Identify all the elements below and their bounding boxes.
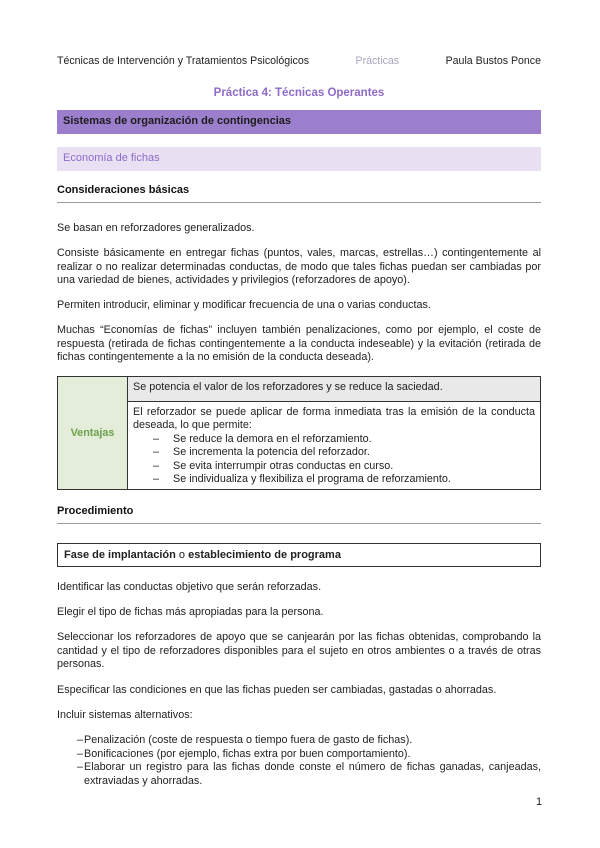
page-number: 1 [536,796,543,808]
consideraciones-heading: Consideraciones básicas [57,184,541,203]
header-author: Paula Bustos Ponce [445,55,541,67]
list-item: – Elaborar un registro para las fichas donde conste el número de fichas ganadas, canjeadas, extraviadas y ahorradas. [57,761,541,788]
procedimiento-heading: Procedimiento [57,505,541,524]
header-course: Técnicas de Intervención y Tratamientos Psicológicos [57,55,310,67]
paragraph: Seleccionar los reforzadores de apoyo que se canjearán por las fichas obtenidas, comprobando la cantidad y el tipo de reforzadores disponibles para el sujeto en otros ambientes o a través de otras personas. [57,631,541,671]
paragraph: Incluir sistemas alternativos: [57,709,193,721]
list-item: – Se individualiza y flexibiliza el programa de reforzamiento. [153,473,535,486]
ventajas-label: Ventajas [58,377,128,490]
ventajas-row-2 [128,402,541,490]
list-item: – Se reduce la demora en el reforzamiento. [153,433,535,446]
list-item: – Se evita interrumpir otras conductas en curso. [153,460,535,473]
page-title: Práctica 4: Técnicas Operantes [213,87,385,99]
paragraph: Especificar las condiciones en que las fichas pueden ser cambiadas, gastadas o ahorradas. [57,684,497,696]
section-band-sub: Economía de fichas [57,147,541,171]
paragraph: Consiste básicamente en entregar fichas (puntos, vales, marcas, estrellas…) contingentemente al realizar o no realizar determinadas conductas, de modo que tales fichas puedan ser cambiadas por una variedad de bienes, actividades y privilegios (reforzadores de apoyo). [57,247,541,287]
alternativos-list [57,734,541,788]
phase-heading-connector: o [175,549,189,561]
section-band-main: Sistemas de organización de contingencias [57,110,541,134]
phase-heading-part2: establecimiento de programa [188,549,341,561]
page-header [57,55,541,67]
phase-heading-part1: Fase de implantación [64,549,176,561]
paragraph: Elegir el tipo de fichas más apropiadas para la persona. [57,606,324,618]
paragraph: Identificar las conductas objetivo que serán reforzadas. [57,581,322,593]
phase-heading-box [57,543,541,567]
paragraph: Muchas “Economías de fichas” incluyen también penalizaciones, como por ejemplo, el coste de respuesta (retirada de fichas contingentemente a la conducta indeseable) y la evitación (retirada de fichas contingentemente a la no emisión de la conducta deseada). [57,324,541,364]
list-item: – Bonificaciones (por ejemplo, fichas extra por buen comportamiento). [57,748,541,762]
ventajas-list [133,433,535,487]
paragraph: Permiten introducir, eliminar y modificar frecuencia de una o varias conductas. [57,299,431,311]
list-item: – Penalización (coste de respuesta o tiempo fuera de gasto de fichas). [57,734,541,748]
header-section: Prácticas [355,55,400,67]
ventajas-table [57,376,541,490]
ventajas-row-1: Se potencia el valor de los reforzadores y se reduce la saciedad. [128,377,541,402]
paragraph: Se basan en reforzadores generalizados. [57,222,255,234]
list-item: – Se incrementa la potencia del reforzador. [153,446,535,459]
ventajas-row-2-intro: El reforzador se puede aplicar de forma inmediata tras la emisión de la conducta deseada, lo que permite: [133,406,535,432]
